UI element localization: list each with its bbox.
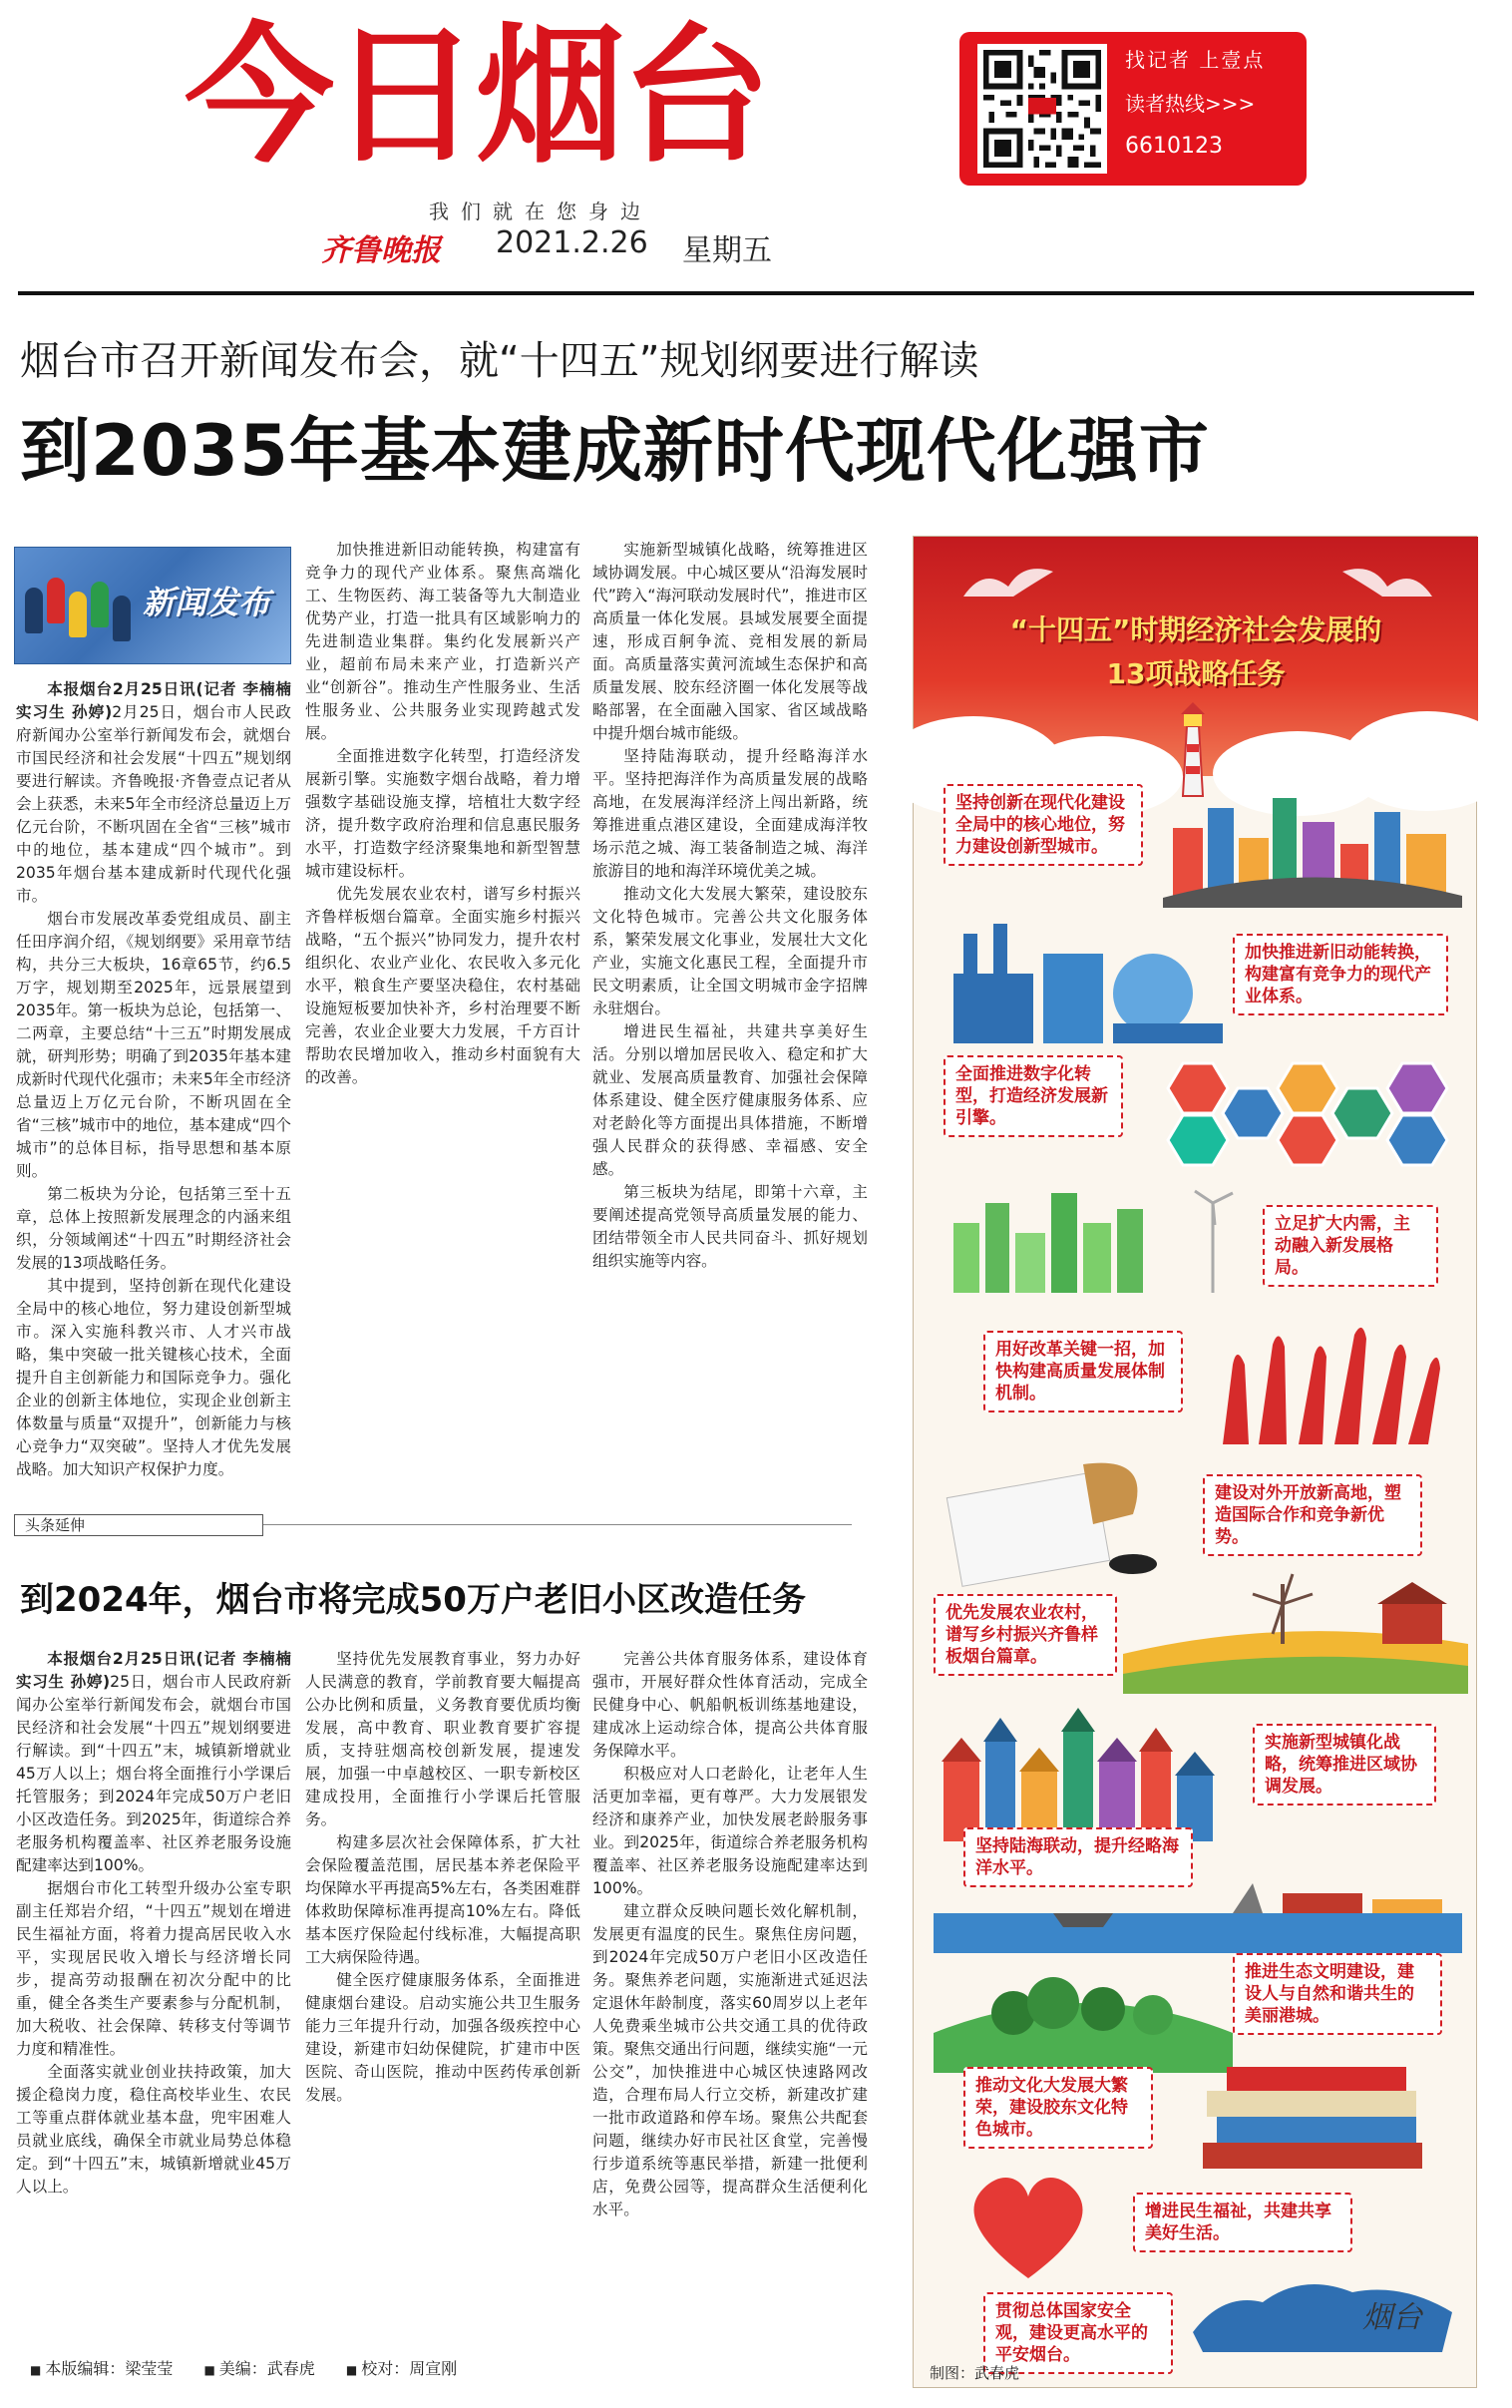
article1-dateline: 本报烟台2月25日讯(记者 李楠楠 实习生 孙婷) (16, 680, 291, 721)
article1-paragraph: 坚持陆海联动，提升经略海洋水平。坚持把海洋作为高质量发展的战略高地，在发展海洋经济上闯出新路，统筹推进重点港区建设，全面建成海洋牧场示范之城、海工装备制造之城、海洋旅游目的地和海洋环境优美之城。 (592, 747, 868, 880)
editor-credit: ■ 本版编辑：梁莹莹 (30, 2359, 173, 2378)
section2-headline: 到2024年，烟台市将完成50万户老旧小区改造任务 (20, 1580, 806, 1620)
article1-paragraph: 实施新型城镇化战略，统筹推进区域协调发展。中心城区要从“沿海发展时代”跨入“海河联动发展时代”，推进市区高质量一体化发展。县域发展要全面提速，形成百舸争流、竞相发展的新局面。高质量落实黄河流域生态保护和高质量发展、胶东经济圈一体化发展等战略部署，在全面融入国家、省区域战略中提升烟台城市能级。 (592, 541, 868, 742)
article2-paragraph: 全面落实就业创业扶持政策，加大援企稳岗力度，稳住高校毕业生、农民工等重点群体就业基本盘，兜牢困难人员就业底线，确保全市就业局势总体稳定。到“十四五”末，城镇新增就业45万人以上。 (16, 2063, 291, 2196)
art-credit: ■ 美编：武春虎 (203, 2359, 314, 2378)
microphone-icon (91, 582, 109, 627)
slogan: 我们就在您身边 (429, 200, 652, 223)
article2-dateline: 本报烟台2月25日讯(记者 李楠楠 实习生 孙婷) (16, 1650, 291, 1691)
article2-lead: 25日，烟台市人民政府新闻办公室举行新闻发布会，就烟台市国民经济和社会发展“十四五”规划纲要进行解读。到“十四五”末，城镇新增就业45万人以上；烟台将全面推行小学课后托管服务；到2024年完成50万户老旧小区改造任务。到2025年，街道综合养老服务机构覆盖率、社区养老服务设施配建率达到100%。 (16, 1673, 292, 1874)
sub-headline: 烟台市召开新闻发布会，就“十四五”规划纲要进行解读 (20, 338, 979, 384)
article2-paragraph: 积极应对人口老龄化，让老年人生活更加幸福，更有尊严。大力发展银发经济和康养产业，加快发展老龄服务事业。到2025年，街道综合养老服务机构覆盖率、社区养老服务设施配建率达到100%。 (592, 1765, 868, 1897)
article2-paragraph: 完善公共体育服务体系，建设体育强市，开展好群众性体育活动，完成全民健身中心、帆船帆板训练基地建设，建成冰上运动综合体，提高公共体育服务保障水平。 (592, 1650, 868, 1760)
masthead-divider (18, 291, 1474, 295)
proof-credit: ■ 校对：周宣刚 (346, 2359, 457, 2378)
masthead (0, 0, 1496, 299)
article2-paragraph: 坚持优先发展教育事业，努力办好人民满意的教育，学前教育要大幅提高公办比例和质量，义务教育要优质均衡发展，高中教育、职业教育要扩容提质，支持驻烟高校创新发展，提速发展，加强一中卓越校区、一职专新校区建成投用，全面推行小学课后托管服务。 (305, 1650, 580, 1828)
dove-icon (1323, 557, 1442, 616)
ad-slogan: 找记者 上壹点 (1125, 48, 1266, 72)
main-headline: 到2035年基本建成新时代现代化强市 (20, 410, 1210, 492)
infographic-title: “十四五”时期经济社会发展的 (1009, 613, 1382, 646)
task-7: 优先发展农业农村，谱写乡村振兴齐鲁样板烟台篇章。 (934, 1594, 1117, 1676)
task-2: 加快推进新旧动能转换，构建富有竞争力的现代产业体系。 (1233, 934, 1448, 1015)
article2-column-3 (592, 1648, 868, 2316)
task-8: 实施新型城镇化战略，统筹推进区域协调发展。 (1253, 1724, 1436, 1806)
article1-column-1 (16, 678, 292, 1478)
strategic-tasks-infographic (913, 536, 1477, 2388)
task-9: 坚持陆海联动，提升经略海洋水平。 (963, 1827, 1193, 1887)
qr-code-icon[interactable] (977, 44, 1107, 174)
raised-hands-icon (1203, 1305, 1462, 1444)
task-5: 用好改革关键一招，加快构建高质量发展体制机制。 (983, 1331, 1183, 1412)
issue-date: 2021.2.26 (496, 225, 648, 260)
infographic-subtitle: 13项战略任务 (1106, 657, 1286, 690)
article2-paragraph: 构建多层次社会保障体系，扩大社会保险覆盖范围，居民基本养老保险平均保障水平再提高5%左右，各类困难群体救助保障标准再提高10%左右。降低基本医疗保险起付线标准，大幅提高职工大病保险待遇。 (305, 1833, 580, 1966)
page-credits (30, 2356, 483, 2379)
task-13: 贯彻总体国家安全观，建设更高水平的平安烟台。 (983, 2292, 1173, 2374)
article2-paragraph: 据烟台市化工转型升级办公室专职副主任郑岩介绍，“十四五”规划在增进民生福祉方面，将着力提高居民收入水平，实现居民收入增长与经济增长同步，提高劳动报酬在初次分配中的比重，健全各类生产要素参与分配机制，加大税收、社会保障、转移支付等调节力度和精准性。 (16, 1879, 291, 2058)
article2-paragraph: 建立群众反映问题长效化解机制，发展更有温度的民生。聚焦住房问题，到2024年完成50万户老旧小区改造任务。聚焦养老问题，实施渐进式延迟法定退休年龄制度，落实60周岁以上老年人免费乘坐城市公共交通工具的优待政策。聚焦交通出行问题，继续实施“一元公交”，加快推进中心城区快速路网改造，合理布局人行立交桥，新建改扩建一批市政道路和停车场。聚焦公共配套问题，继续办好市民社区食堂，完善慢行步道系统等惠民举措，新建一批便利店，免费公园等，提高群众生活便利化水平。 (592, 1902, 868, 2218)
article1-paragraph: 推动文化大发展大繁荣，建设胶东文化特色城市。完善公共文化服务体系，繁荣发展文化事业，发展壮大文化产业，实施文化惠民工程，全面提升市民文明素质，让全国文明城市金字招牌永驻烟台。 (592, 885, 868, 1017)
port-ships-icon (934, 1863, 1462, 1953)
article1-paragraph: 烟台市发展改革委党组成员、副主任田序润介绍，《规划纲要》采用章节结构，共分三大板块，16章65节，约6.5万字，规划期至2025年，远景展望到2035年。第一板块为总论，包括第一、二两章，主要总结“十三五”时期发展成就，研判形势；明确了到2035年基本建成新时代现代化强市；未来5年全市经济总量迈上万亿元台阶，不断巩固在全省“三核”城市中的地位，基本建成“四个城市”的总体目标，指导思想和基本原则。 (16, 910, 291, 1180)
task-12: 增进民生福祉，共建共享美好生活。 (1133, 2193, 1352, 2252)
article1-column-3 (592, 539, 868, 1466)
article1-paragraph: 加快推进新旧动能转换，构建富有竞争力的现代产业体系。聚焦高端化工、生物医药、海工装备等九大制造业优势产业，打造一批具有区域影响力的先进制造业集群。集约化发展新兴产业，超前布局未来产业，打造新兴产业“创新谷”。推动生产性服务业、生活性服务业、公共服务业实现跨越式发展。 (305, 541, 580, 742)
digital-hexagons-icon (1143, 1043, 1462, 1173)
news-release-banner (14, 547, 291, 664)
graphic-credit: 制图：武春虎 (930, 2364, 1020, 2382)
article1-lead: 2月25日，烟台市人民政府新闻办公室举行新闻发布会，就烟台市国民经济和社会发展“十四五”规划纲要进行解读。齐鲁晚报·齐鲁壹点记者从会上获悉，未来5年全市经济总量迈上万亿元台阶，不断巩固在全省“三核”城市中的地位，基本建成“四个城市”。到2035年烟台基本建成新时代现代化强市。 (16, 703, 292, 905)
task-1: 坚持创新在现代化建设全局中的核心地位，努力建设创新型城市。 (944, 784, 1143, 866)
farmland-icon (1123, 1574, 1468, 1694)
section-divider (263, 1524, 852, 1525)
article1-paragraph: 优先发展农业农村，谱写乡村振兴齐鲁样板烟台篇章。全面实施乡村振兴战略，“五个振兴”协同发力，提升农村组织化、农业产业化、农民收入多元化水平，粮食生产要坚决稳住，农村基础设施短板要加快补齐，乡村治理要不断完善，农业企业要大力发展，千方百计帮助农民增加收入，推动乡村面貌有大的改善。 (305, 885, 580, 1086)
section-label: 头条延伸 (14, 1514, 263, 1536)
books-icon (1183, 2053, 1462, 2183)
newspaper-title: 今日烟台 (185, 10, 768, 184)
colorful-houses-icon (934, 1702, 1263, 1841)
article1-paragraph: 全面推进数字化转型，打造经济发展新引擎。实施数字烟台战略，着力增强数字基础设施支撑，培植壮大数字经济，提升数字政府治理和信息惠民服务水平，打造数字经济聚集地和新型智慧城市建设标杆。 (305, 747, 580, 880)
task-3: 全面推进数字化转型，打造经济发展新引擎。 (944, 1055, 1123, 1137)
article1-paragraph: 增进民生福祉，共建共享美好生活。分别以增加居民收入、稳定和扩大就业、发展高质量教育、加强社会保障体系建设、健全医疗健康服务体系、应对老龄化等方面提出具体措施，不断增强人民群众的获得感、幸福感、安全感。 (592, 1022, 868, 1178)
hotline-label: 读者热线>>> (1125, 92, 1256, 116)
task-10: 推进生态文明建设，建设人与自然和谐共生的美丽港城。 (1233, 1953, 1442, 2035)
news-release-label: 新闻发布 (143, 584, 271, 621)
article2-column-2 (305, 1648, 580, 2316)
microphone-icon (25, 588, 43, 633)
article1-paragraph: 第三板块为结尾，即第十六章，主要阐述提高党领导高质量发展的能力、团结带领全市人民共同奋斗、抓好规划组织实施等内容。 (592, 1183, 868, 1270)
green-city-icon (934, 1173, 1263, 1293)
yantai-calligraphy: 烟台 (1362, 2300, 1422, 2335)
article1-paragraph: 第二板块为分论，包括第三至十五章，总体上按照新发展理念的内涵来组织，分领域阐述“十四五”时期经济社会发展的13项战略任务。 (16, 1185, 291, 1272)
microphone-icon (69, 592, 87, 637)
task-11: 推动文化大发展大繁荣，建设胶东文化特色城市。 (963, 2067, 1153, 2149)
city-skyline-icon (1163, 788, 1462, 908)
paper-name: 齐鲁晚报 (321, 233, 441, 268)
article1-paragraph: 其中提到，坚持创新在现代化建设全局中的核心地位，努力建设创新型城市。深入实施科教兴市、人才兴市战略，集中突破一批关键核心技术，全面提升自主创新能力和国际竞争力。强化企业的创新主体地位，实现企业创新主体数量与质量“双提升”，创新能力与核心竞争力“双突破”。坚持人才优先发展战略。加大知识产权保护力度。 (16, 1277, 291, 1478)
microphone-icon (113, 596, 131, 641)
article1-column-2 (305, 539, 580, 1466)
article2-paragraph: 健全医疗健康服务体系，全面推进健康烟台建设。启动实施公共卫生服务能力三年提升行动，加强各级疾控中心建设，新建市妇幼保健院，扩建市中医医院、奇山医院，推动中医药传承创新发展。 (305, 1971, 580, 2104)
issue-weekday: 星期五 (682, 233, 772, 268)
dove-icon (953, 557, 1073, 616)
article2-column-1 (16, 1648, 291, 2316)
reader-hotline-ad (959, 32, 1307, 186)
document-quill-icon (934, 1454, 1173, 1584)
factory-icon (934, 914, 1233, 1043)
microphone-icon (47, 578, 65, 623)
hotline-number: 6610123 (1125, 134, 1223, 159)
task-6: 建设对外开放新高地，塑造国际合作和竞争新优势。 (1203, 1474, 1422, 1556)
task-4: 立足扩大内需，主动融入新发展格局。 (1263, 1205, 1438, 1287)
heart-icon (963, 2169, 1093, 2288)
